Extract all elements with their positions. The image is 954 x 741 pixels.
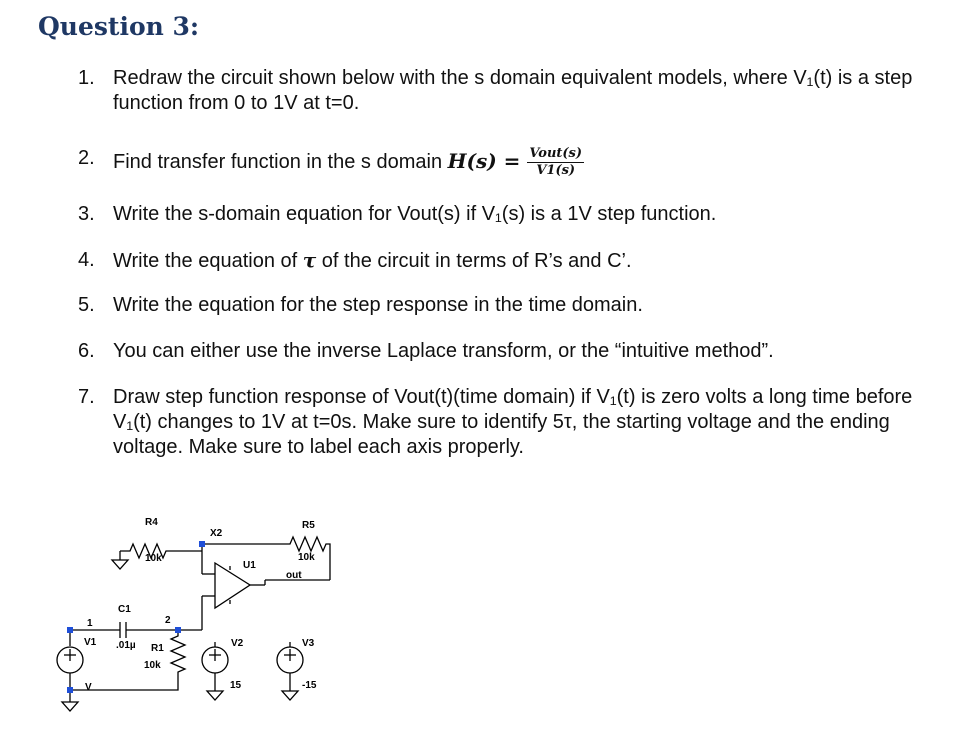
node-marker	[199, 541, 205, 547]
out-label: out	[286, 570, 302, 581]
item-number: 7.	[78, 386, 95, 408]
tau-symbol: τ	[302, 248, 317, 272]
item-text: Write the equation for the step response in the time domain.	[113, 294, 643, 316]
item-text: You can either use the inverse Laplace transform, or the “intuitive method”.	[113, 340, 774, 362]
item-text: Draw step function response of Vout(t)(time domain) if V₁(t) is zero volts a long time before V₁(t) changes to 1V at t=0s. Make sure to identify 5τ, the starting voltage and the ending voltage. Make sure to label each axis properly.	[113, 386, 913, 458]
r4-label: R4	[145, 517, 158, 528]
transfer-function-symbol: H(s) =	[447, 148, 528, 173]
ground-icon	[112, 560, 128, 569]
item-text-part: of the circuit in terms of R’s and C’.	[316, 250, 632, 272]
node-marker	[67, 687, 73, 693]
v2-value: 15	[230, 680, 242, 691]
item-number: 5.	[78, 294, 95, 316]
item-number: 2.	[78, 147, 95, 169]
v2-label: V2	[231, 638, 244, 649]
ground-icon	[207, 691, 223, 700]
c1-value: .01µ	[116, 640, 136, 651]
item-text-part: Find transfer function in the s domain	[113, 150, 448, 173]
v3-label: V3	[302, 638, 315, 649]
item-text: Redraw the circuit shown below with the s domain equivalent models, where V₁(t) is a step function from 0 to 1V at t=0.	[113, 67, 913, 114]
transfer-fraction	[527, 146, 584, 179]
list-item	[78, 202, 943, 227]
item-number: 4.	[78, 249, 95, 271]
list-item	[78, 385, 943, 460]
node-1-label: 1	[87, 618, 93, 629]
c1-label: C1	[118, 604, 131, 615]
list-item	[78, 66, 943, 116]
node-marker	[67, 627, 73, 633]
item-text	[113, 146, 943, 179]
item-text-part: Write the equation of	[113, 250, 303, 272]
node-marker	[175, 627, 181, 633]
r1-label: R1	[151, 643, 164, 654]
x2-label: X2	[210, 528, 223, 539]
v3-value: -15	[302, 680, 317, 691]
ground-icon	[62, 702, 78, 711]
item-text: Write the s-domain equation for Vout(s) if V₁(s) is a 1V step function.	[113, 203, 717, 225]
list-item	[78, 339, 943, 364]
ground-icon	[282, 691, 298, 700]
circuit-schematic	[50, 508, 350, 723]
question-title: Question 3:	[38, 12, 200, 41]
list-item	[78, 248, 943, 274]
v1-value: V	[85, 682, 92, 693]
item-number: 3.	[78, 203, 95, 225]
r4-value: 10k	[145, 553, 162, 564]
list-item	[78, 293, 943, 318]
r5-value: 10k	[298, 552, 315, 563]
r5-label: R5	[302, 520, 315, 531]
fraction-denominator: V1(s)	[536, 163, 576, 178]
item-number: 6.	[78, 340, 95, 362]
item-number: 1.	[78, 67, 95, 89]
item-text	[113, 248, 943, 274]
list-item	[78, 146, 943, 179]
r1-value: 10k	[144, 660, 161, 671]
node-2-label: 2	[165, 615, 171, 626]
u1-label: U1	[243, 560, 256, 571]
v1-label: V1	[84, 637, 97, 648]
fraction-numerator: Vout(s)	[529, 146, 583, 161]
